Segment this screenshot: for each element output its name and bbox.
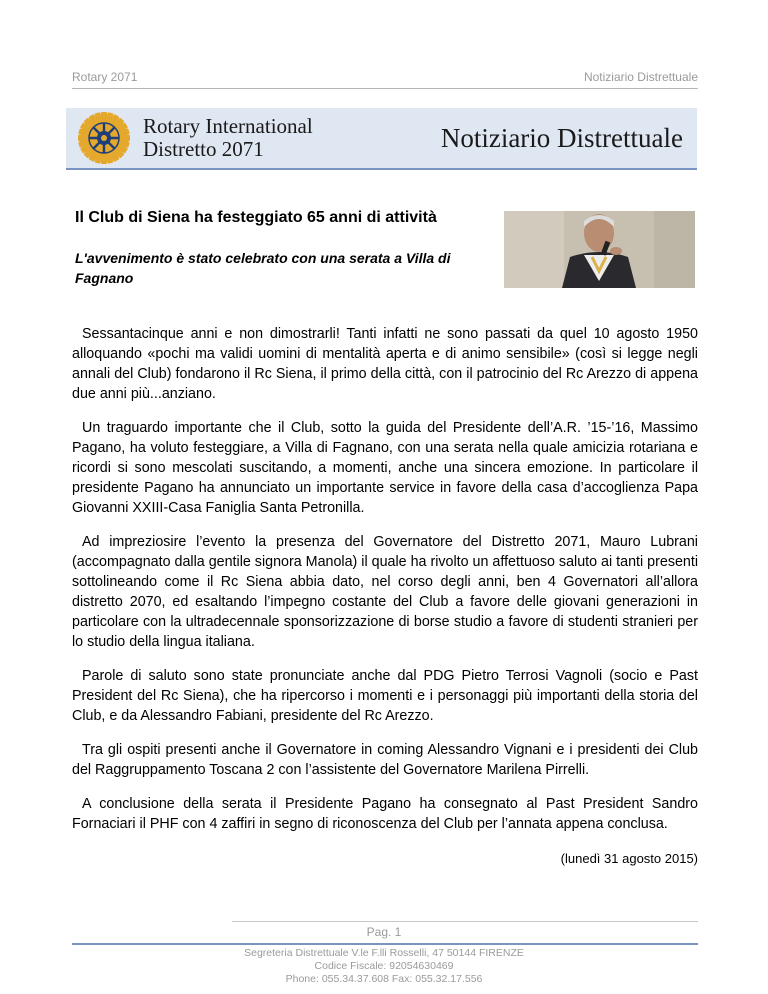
footer-address: Segreteria Distrettuale V.le F.lli Rosselli, 47 50144 FIRENZE	[244, 947, 524, 959]
footer-contact-info	[0, 947, 768, 986]
article-paragraph: Sessantacinque anni e non dimostrarli! Tanti infatti ne sono passati da quel 10 agosto 1950 alloquando «pochi ma validi uomini di mentalità aperta e di animo sensibile» (così si legge negli annali del Club) fondarono il Rc Siena, il primo della città, con il patrocinio del Rc Arezzo di appena due anni più...anziano.	[72, 326, 698, 402]
banner-org-name	[143, 115, 313, 161]
footer-fiscal-code: Codice Fiscale: 92054630469	[314, 960, 454, 972]
running-head	[72, 70, 698, 89]
article-subhead: L'avvenimento è stato celebrato con una serata a Villa di Fagnano	[75, 250, 451, 286]
running-head-right: Notiziario Distrettuale	[583, 70, 698, 84]
article-paragraph: Un traguardo importante che il Club, sotto la guida del Presidente dell’A.R. ’15-’16, Massimo Pagano, ha voluto festeggiare, a Villa di Fagnano, con una serata nella quale amicizia rotariana e ricordi si sono mescolati suscitando, a momenti, anche una sincera emozione. In particolare il presidente Pagano ha annunciato un importante service in favore della casa d’accoglienza Papa Giovanni XXIII-Casa Faniglia Santa Petronilla.	[72, 420, 698, 516]
article-headline: Il Club di Siena ha festeggiato 65 anni di attività	[75, 209, 437, 226]
article-photo	[504, 211, 695, 288]
footer-divider	[232, 921, 698, 922]
article-paragraph: Tra gli ospiti presenti anche il Governatore in coming Alessandro Vignani e i presidenti dei Club del Raggruppamento Toscana 2 con l’assistente del Governatore Marilena Pirrelli.	[72, 742, 698, 778]
banner-org-line1: Rotary International	[143, 114, 313, 138]
article-paragraph: A conclusione della serata il Presidente Pagano ha consegnato al Past President Sandro Fornaciari il PHF con 4 zaffiri in segno di riconoscenza del Club per l’annata appena conclusa.	[72, 796, 698, 832]
page-number: Pag. 1	[366, 925, 402, 939]
article-body	[72, 324, 698, 848]
speaker-photo-illustration	[504, 211, 695, 288]
banner-org-line2: Distretto 2071	[143, 137, 264, 161]
article-paragraph: Ad impreziosire l’evento la presenza del Governatore del Distretto 2071, Mauro Lubrani (accompagnato dalla gentile signora Manola) il quale ha rivolto un affettuoso saluto ai tanti presenti sottolineando come il Rc Siena abbia dato, nel corso degli anni, ben 4 Governatori all’allora distretto 2070, ed esaltando l’impegno costante del Club a favore delle giovani generazioni in particolare con la ultradecennale sponsorizzazione di borse studio a favore di studenti stranieri per lo studio della lingua italiana.	[72, 534, 699, 650]
banner-newsletter-title: Notiziario Distrettuale	[440, 123, 683, 153]
footer-accent-rule	[72, 943, 698, 945]
newsletter-banner	[66, 108, 697, 170]
footer-phone: Phone: 055.34.37.608 Fax: 055.32.17.556	[285, 973, 483, 985]
article-paragraph: Parole di saluto sono state pronunciate anche dal PDG Pietro Terrosi Vagnoli (socio e Past President del Rc Siena), che ha ripercorso i momenti e i personaggi più importanti della storia del Club, e da Alessandro Fabiani, presidente del Rc Arezzo.	[72, 668, 698, 724]
running-head-left: Rotary 2071	[72, 70, 138, 84]
article-dateline: (lunedì 31 agosto 2015)	[560, 851, 698, 866]
rotary-wheel-logo	[77, 111, 131, 165]
